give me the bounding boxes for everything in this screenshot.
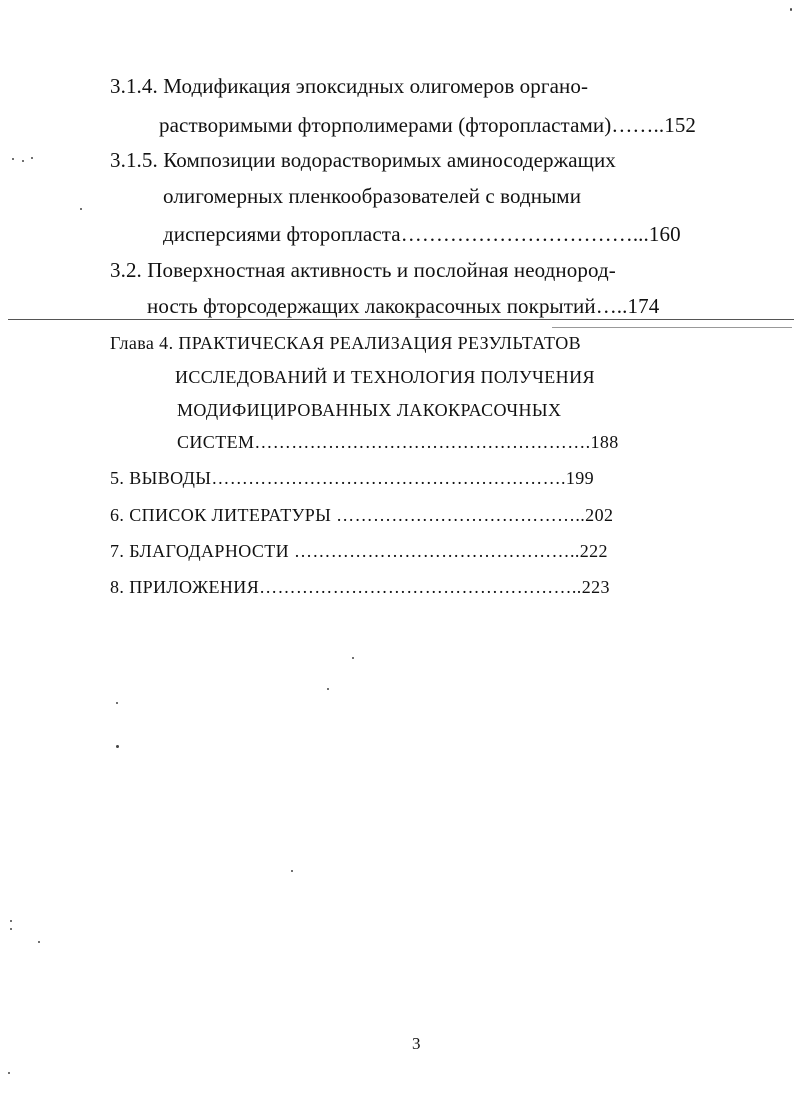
toc-entry-3-1-5-line-3: дисперсиями фторопласта……………………………...160	[163, 222, 681, 246]
toc-chapter-4-line-1: Глава 4. ПРАКТИЧЕСКАЯ РЕАЛИЗАЦИЯ РЕЗУЛЬТАТОВ	[110, 333, 582, 353]
toc-entry-3-1-4-line-1: 3.1.4. Модификация эпоксидных олигомеров органо-	[110, 74, 589, 98]
toc-section-8: 8. ПРИЛОЖЕНИЯ……………………………………………..223	[110, 577, 610, 597]
scan-speck	[116, 745, 119, 748]
scan-speck	[80, 208, 82, 210]
toc-chapter-4-line-2: ИССЛЕДОВАНИЙ И ТЕХНОЛОГИЯ ПОЛУЧЕНИЯ	[175, 367, 595, 387]
scan-speck	[352, 657, 354, 659]
scan-speck	[10, 928, 12, 930]
scan-speck	[116, 702, 118, 704]
scan-line-artifact	[8, 319, 794, 320]
scan-speck	[31, 157, 33, 159]
toc-chapter-4-line-4: СИСТЕМ……………………………………………….188	[177, 432, 619, 452]
toc-section-7: 7. БЛАГОДАРНОСТИ ………………………………………..222	[110, 541, 608, 561]
scan-speck	[10, 920, 12, 922]
toc-entry-3-2-line-2: ность фторсодержащих лакокрасочных покрытий…..174	[147, 294, 660, 318]
scan-speck	[327, 688, 329, 690]
scan-speck	[12, 158, 14, 160]
scan-speck	[790, 8, 792, 11]
page-number: 3	[412, 1034, 421, 1053]
scan-speck	[8, 1072, 10, 1074]
toc-entry-3-1-4-line-2: растворимыми фторполимерами (фторопластами)……..152	[159, 113, 697, 137]
scan-line-artifact-secondary	[552, 327, 792, 328]
toc-section-5: 5. ВЫВОДЫ………………………………………………….199	[110, 468, 595, 488]
toc-entry-3-1-5-line-1: 3.1.5. Композиции водорастворимых аминосодержащих	[110, 148, 616, 172]
toc-section-6: 6. СПИСОК ЛИТЕРАТУРЫ …………………………………..202	[110, 505, 614, 525]
toc-entry-3-2-line-1: 3.2. Поверхностная активность и послойная неоднород-	[110, 258, 616, 282]
scan-speck	[22, 160, 24, 162]
toc-chapter-4-line-3: МОДИФИЦИРОВАННЫХ ЛАКОКРАСОЧНЫХ	[177, 400, 562, 420]
toc-entry-3-1-5-line-2: олигомерных пленкообразователей с водными	[163, 184, 582, 208]
scan-speck	[291, 870, 293, 872]
scan-speck	[38, 941, 40, 943]
